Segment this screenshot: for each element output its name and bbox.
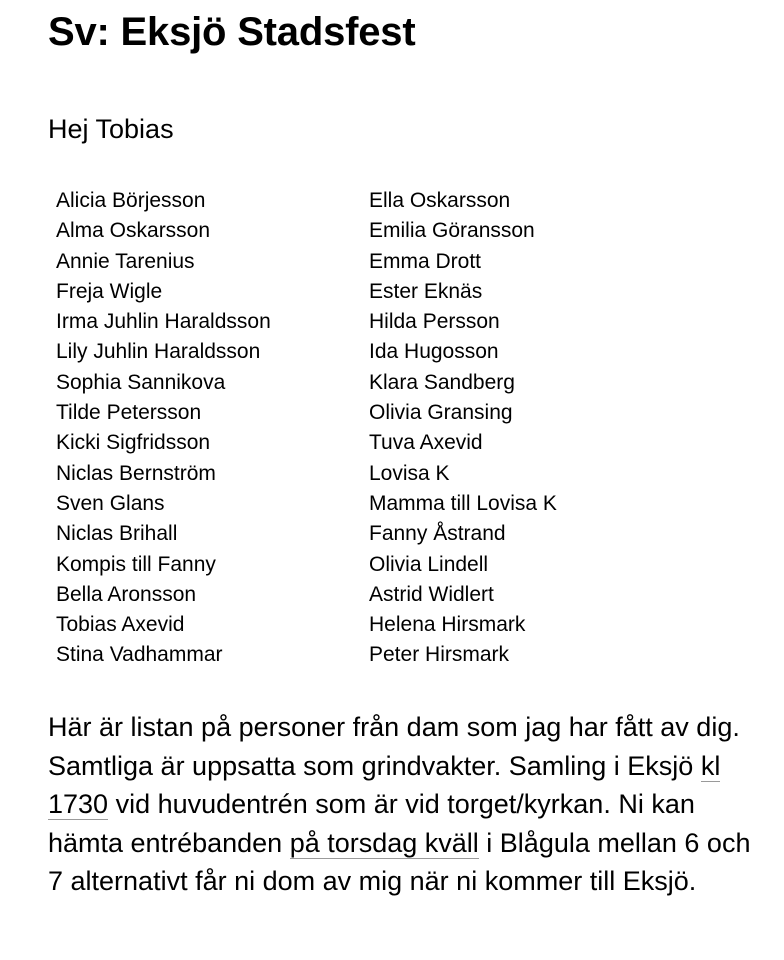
email-greeting: Hej Tobias: [48, 114, 174, 144]
name-left: Stina Vadhammar: [56, 643, 223, 667]
message-text: Här är listan på personer från dam som jag har fått av dig. Samtliga är uppsatta som grindvakter. Samling i Eksjö: [48, 712, 740, 781]
name-right: Ida Hugosson: [369, 340, 499, 364]
name-row: [56, 337, 716, 367]
name-row: [56, 216, 716, 246]
name-row: [56, 580, 716, 610]
name-right: Astrid Widlert: [369, 582, 494, 606]
name-row: [56, 398, 716, 428]
name-left: Annie Tarenius: [56, 249, 195, 273]
name-right: Olivia Gransing: [369, 401, 513, 425]
name-right: Lovisa K: [369, 461, 450, 485]
name-row: [56, 186, 716, 216]
name-row: [56, 550, 716, 580]
name-left: Sophia Sannikova: [56, 370, 226, 394]
time-link[interactable]: kl 1730: [48, 750, 721, 819]
email-subject: Sv: Eksjö Stadsfest: [48, 10, 416, 54]
name-left: Lily Juhlin Haraldsson: [56, 340, 261, 364]
day-link[interactable]: på torsdag kväll: [289, 827, 479, 858]
name-row: [56, 489, 716, 519]
name-right: Mamma till Lovisa K: [369, 491, 557, 515]
name-left: Tilde Petersson: [56, 401, 202, 425]
name-row: [56, 459, 716, 489]
name-right: Helena Hirsmark: [369, 613, 526, 637]
name-row: [56, 307, 716, 337]
name-left: Niclas Bernström: [56, 461, 216, 485]
name-right: Ella Oskarsson: [369, 189, 511, 212]
name-left: Irma Juhlin Haraldsson: [56, 310, 271, 334]
name-left: Kicki Sigfridsson: [56, 431, 211, 455]
name-left: Tobias Axevid: [56, 613, 185, 637]
name-right: Emma Drott: [369, 249, 482, 273]
name-left: Bella Aronsson: [56, 582, 197, 606]
names-list: [56, 186, 716, 671]
name-row: [56, 277, 716, 307]
message-text: vid huvudentrén som är vid torget/kyrkan. Ni kan hämta entrébanden: [48, 789, 695, 858]
name-row: [56, 368, 716, 398]
name-row: [56, 640, 716, 670]
name-row: [56, 428, 716, 458]
name-right: Tuva Axevid: [369, 431, 483, 455]
name-left: Sven Glans: [56, 491, 165, 515]
name-right: Peter Hirsmark: [369, 643, 510, 667]
email-message: [48, 708, 758, 901]
name-right: Hilda Persson: [369, 310, 500, 334]
name-left: Kompis till Fanny: [56, 552, 216, 576]
name-left: Alma Oskarsson: [56, 219, 211, 243]
name-row: [56, 610, 716, 640]
name-right: Ester Eknäs: [369, 279, 483, 303]
name-right: Klara Sandberg: [369, 370, 515, 394]
name-left: Alicia Börjesson: [56, 189, 206, 212]
name-left: Freja Wigle: [56, 279, 163, 303]
message-text: i Blågula mellan 6 och 7 alternativt får ni dom av mig när ni kommer till Eksjö.: [48, 827, 751, 896]
name-row: [56, 519, 716, 549]
name-left: Niclas Brihall: [56, 522, 178, 546]
name-right: Fanny Åstrand: [369, 522, 506, 546]
name-right: Olivia Lindell: [369, 552, 489, 576]
name-right: Emilia Göransson: [369, 219, 535, 243]
name-row: [56, 247, 716, 277]
